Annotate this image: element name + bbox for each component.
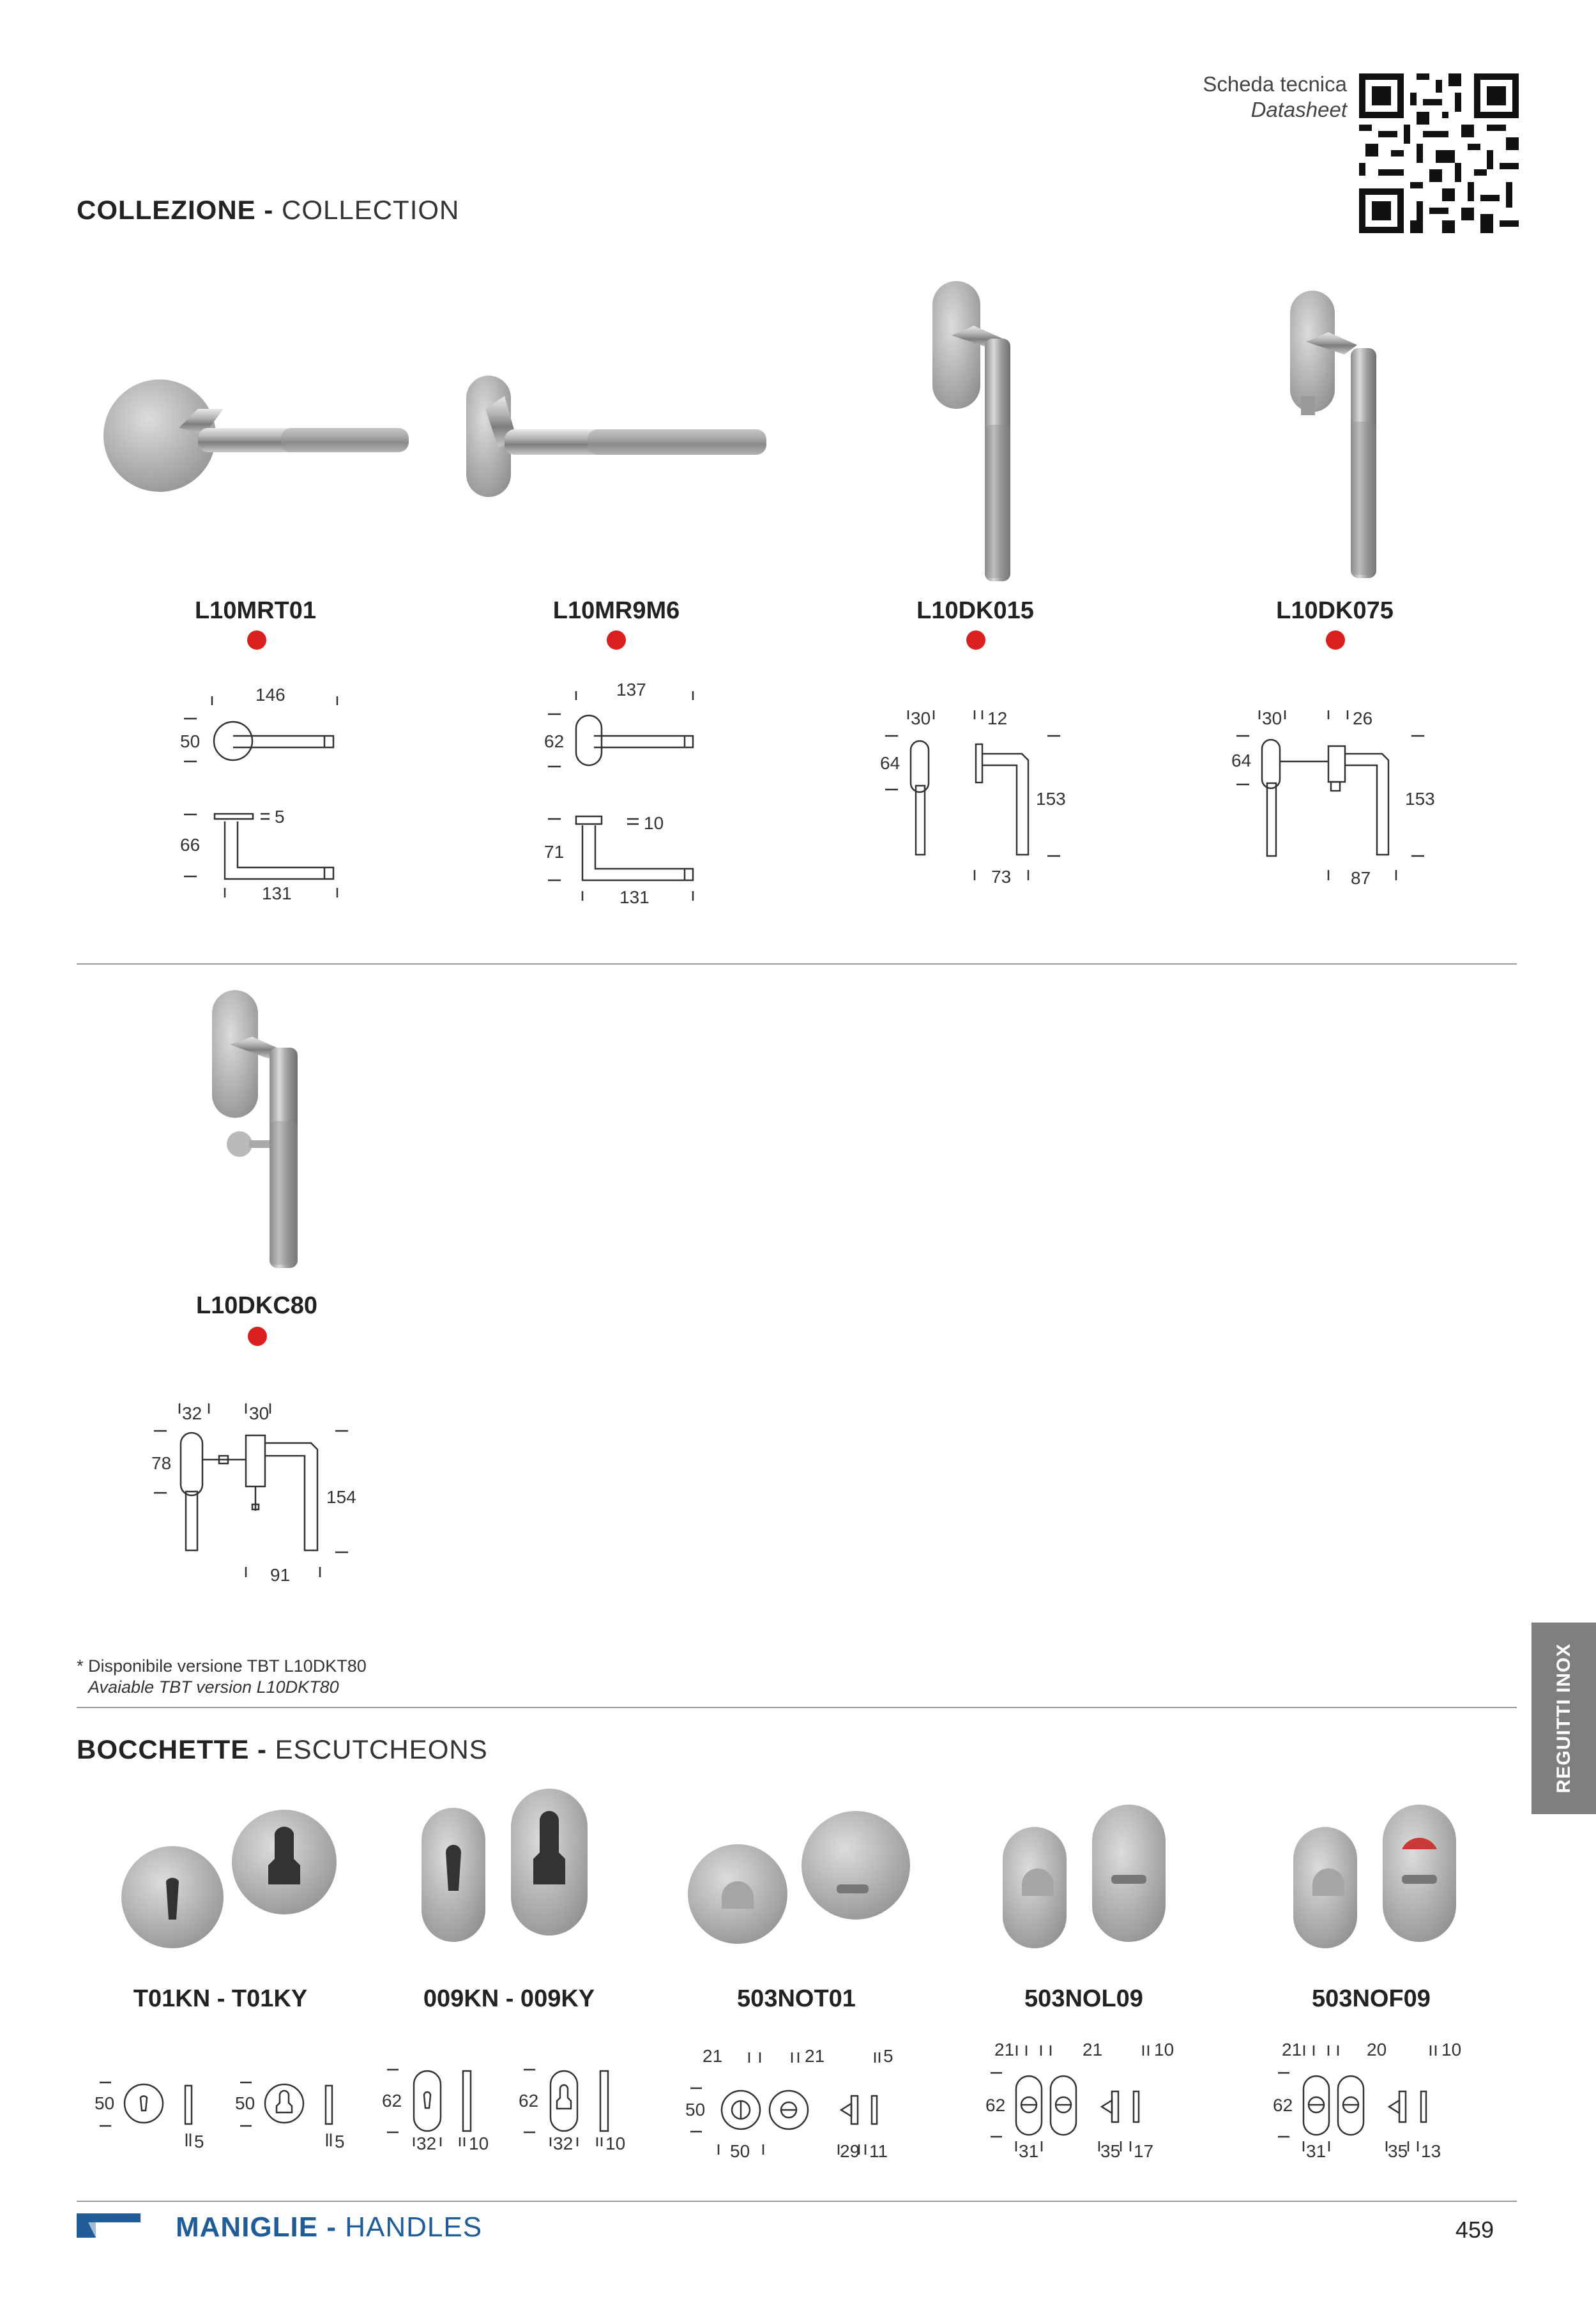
escutcheon-image-009[interactable] — [415, 1782, 607, 1948]
product-code: L10DKC80 — [195, 1292, 318, 1319]
escutcheon-image-t01[interactable] — [102, 1801, 345, 1948]
technical-drawing-l10dk075 — [1226, 703, 1443, 894]
dim-length: 153 — [1036, 789, 1066, 809]
availability-dot — [966, 630, 985, 650]
dim-esc: 31 — [1019, 2141, 1039, 2161]
dim-esc: 62 — [1273, 2095, 1293, 2115]
dim-esc: 62 — [382, 2091, 402, 2111]
escutcheons-title — [77, 1734, 488, 1765]
dim-esc: 5 — [883, 2046, 893, 2066]
dim-esc: 21 — [805, 2046, 825, 2066]
collection-title — [77, 195, 459, 225]
product-image-l10mr9m6[interactable] — [460, 370, 773, 505]
dim-width: 137 — [616, 680, 646, 699]
dim-esc: 5 — [194, 2132, 204, 2151]
escutcheon-drawing-503not01 — [680, 2041, 948, 2162]
dim-esc: 17 — [1134, 2141, 1154, 2161]
brand-side-tab-label: REGUITTI INOX — [1553, 1643, 1574, 1794]
datasheet-label-en: Datasheet — [1250, 98, 1347, 121]
escutcheon-code: 503NOF09 — [1312, 1985, 1431, 2012]
product-image-l10mrt01[interactable] — [102, 377, 415, 505]
escutcheon-drawing-503nol09 — [980, 2038, 1249, 2162]
dim-width: 146 — [255, 685, 285, 705]
escutcheon-code: T01KN - T01KY — [133, 1985, 308, 2012]
availability-dot — [248, 1327, 267, 1346]
dim-length: 154 — [326, 1487, 356, 1507]
product-image-l10dkc80[interactable] — [204, 987, 351, 1274]
dim-rose-depth: 12 — [987, 708, 1008, 728]
product-code: L10DK075 — [1276, 597, 1394, 624]
dim-length: 131 — [262, 883, 292, 903]
technical-drawing-l10dk015 — [875, 703, 1079, 894]
dim-esc: 21 — [703, 2046, 723, 2066]
dim-esc: 31 — [1306, 2141, 1326, 2161]
dim-esc: 13 — [1421, 2141, 1441, 2161]
tbt-note-it: * Disponibile versione TBT L10DKT80 — [77, 1656, 367, 1676]
product-code: L10MRT01 — [194, 597, 317, 624]
tbt-note-en: Avaiable TBT version L10DKT80 — [88, 1677, 339, 1697]
tbt-note — [77, 1656, 367, 1698]
footer-title-light: HANDLES — [345, 2211, 483, 2243]
escutcheon-image-503nol09[interactable] — [996, 1801, 1188, 1955]
escutcheon-drawing-009 — [377, 2044, 645, 2159]
footer-title — [176, 2211, 482, 2243]
dim-esc: 32 — [416, 2134, 437, 2153]
dim-projection: 73 — [991, 867, 1012, 887]
datasheet-label — [1203, 72, 1347, 123]
dim-esc: 20 — [1367, 2040, 1387, 2059]
availability-dot — [247, 630, 266, 650]
dim-rose-height: 78 — [151, 1453, 172, 1473]
brand-side-tab[interactable] — [1531, 1623, 1596, 1814]
brand-logo-icon — [77, 2213, 141, 2238]
dim-rose-width: 30 — [1262, 708, 1282, 728]
footer-title-bold: MANIGLIE - — [176, 2211, 337, 2243]
product-code: L10DK015 — [916, 597, 1034, 624]
dim-esc: 62 — [985, 2095, 1006, 2115]
dim-rose-height: 64 — [880, 753, 901, 773]
dim-rose-height: 64 — [1231, 751, 1252, 770]
technical-drawing-l10dkc80 — [144, 1396, 374, 1594]
dim-length: 131 — [619, 887, 650, 907]
collection-title-light: COLLECTION — [282, 195, 460, 225]
dim-esc: 5 — [335, 2132, 345, 2151]
dim-rose: 5 — [275, 807, 285, 827]
dim-esc: 10 — [469, 2134, 489, 2153]
dim-esc: 50 — [730, 2141, 750, 2161]
dim-esc: 10 — [1441, 2040, 1462, 2059]
dim-esc: 29 — [840, 2141, 860, 2161]
dim-projection: 87 — [1351, 868, 1371, 888]
dim-esc: 35 — [1388, 2141, 1408, 2161]
dim-projection: 66 — [180, 835, 201, 855]
datasheet-label-it: Scheda tecnica — [1203, 72, 1347, 96]
dim-esc: 62 — [519, 2091, 539, 2111]
escutcheon-image-503nof09[interactable] — [1284, 1801, 1475, 1955]
product-code: L10MR9M6 — [552, 597, 680, 624]
dim-rose-width: 32 — [182, 1403, 202, 1423]
dim-esc: 10 — [1154, 2040, 1174, 2059]
escutcheon-code: 503NOL09 — [1024, 1985, 1143, 2012]
escutcheon-image-503not01[interactable] — [683, 1801, 920, 1948]
dim-esc: 50 — [235, 2093, 255, 2113]
dim-esc: 32 — [553, 2134, 574, 2153]
dim-length: 153 — [1405, 789, 1435, 809]
technical-drawing-l10mr9m6 — [536, 677, 728, 920]
qr-code-icon[interactable] — [1359, 73, 1519, 233]
dim-rose: 10 — [644, 813, 664, 833]
escutcheon-code: 009KN - 009KY — [423, 1985, 595, 2012]
footer-divider — [77, 2201, 1517, 2202]
product-image-l10dk015[interactable] — [926, 278, 1054, 584]
dim-rose-width: 30 — [911, 708, 931, 728]
dim-esc: 21 — [1282, 2040, 1302, 2059]
dim-rose-depth: 30 — [249, 1403, 270, 1423]
dim-rose-depth: 26 — [1353, 708, 1373, 728]
escutcheon-code: 503NOT01 — [737, 1985, 856, 2012]
dim-projection: 91 — [270, 1565, 291, 1585]
dim-esc: 10 — [605, 2134, 626, 2153]
dim-esc: 50 — [95, 2093, 115, 2113]
section-divider — [77, 963, 1517, 965]
dim-esc: 50 — [685, 2100, 706, 2120]
dim-height: 50 — [180, 731, 201, 751]
escutcheons-title-light: ESCUTCHEONS — [275, 1734, 488, 1764]
escutcheons-title-bold: BOCCHETTE - — [77, 1734, 267, 1764]
section-divider — [77, 1707, 1517, 1708]
page-number: 459 — [1455, 2217, 1494, 2243]
dim-height: 62 — [544, 731, 565, 751]
product-image-l10dk075[interactable] — [1284, 287, 1411, 584]
technical-drawing-l10mrt01 — [172, 677, 364, 920]
dim-esc: 21 — [994, 2040, 1015, 2059]
escutcheon-drawing-503nof09 — [1268, 2038, 1536, 2162]
dim-esc: 21 — [1083, 2040, 1103, 2059]
collection-title-bold: COLLEZIONE - — [77, 195, 274, 225]
availability-dot — [1326, 630, 1345, 650]
dim-esc: 35 — [1100, 2141, 1121, 2161]
escutcheon-drawing-t01 — [89, 2044, 358, 2159]
dim-projection: 71 — [544, 842, 565, 862]
availability-dot — [607, 630, 626, 650]
dim-esc: 11 — [869, 2141, 888, 2161]
